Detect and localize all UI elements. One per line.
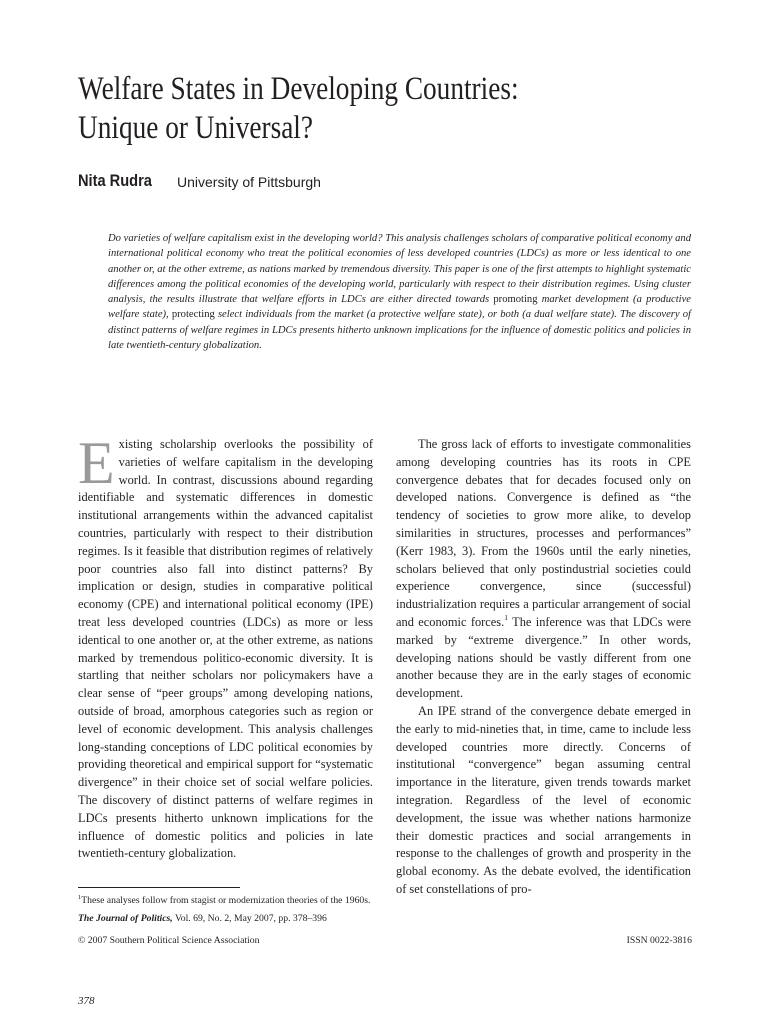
journal-citation bbox=[78, 913, 327, 924]
footnote-divider bbox=[78, 887, 240, 888]
convergence-paragraph-text-a: The gross lack of efforts to investigate commonalities among developing countries has its roots in CPE convergence debates that for decades focused only on developed nations. Convergence is defined as “the tendency of societies to grow more alike, to develop similarities in structures, processes and performances” (Kerr 1983, 3). From the 1960s until the early nineties, scholars believed that only postindustrial societies could experience convergence, since (successful) industrialization requires a particular arrangement of social and economic forces. bbox=[396, 437, 691, 629]
abstract-word-protecting: protecting bbox=[171, 309, 215, 321]
article-title bbox=[78, 70, 599, 148]
body-column-left bbox=[78, 430, 373, 863]
issn-number: ISSN 0022-3816 bbox=[626, 935, 692, 946]
footnote-text: These analyses follow from stagist or modernization theories of the 1960s. bbox=[81, 895, 371, 907]
author-affiliation: University of Pittsburgh bbox=[177, 174, 321, 190]
body-column-right bbox=[396, 436, 691, 899]
abstract-word-promoting: promoting bbox=[493, 294, 538, 306]
footnote bbox=[78, 894, 370, 906]
page-number: 378 bbox=[78, 995, 95, 1007]
drop-cap: E bbox=[78, 430, 115, 496]
abstract bbox=[108, 231, 691, 353]
byline bbox=[78, 171, 321, 191]
footnote-mark: 1 bbox=[78, 894, 82, 901]
title-line-2: Unique or Universal? bbox=[78, 110, 314, 146]
intro-paragraph bbox=[78, 430, 373, 863]
convergence-paragraph bbox=[396, 436, 691, 703]
intro-paragraph-text: xisting scholarship overlooks the possibility of varieties of welfare capitalism in the developing world. In contrast, discussions abound regarding identifiable and systematic differences in domestic institutional arrangements within the advanced capitalist countries, particularly with respect to their distribution regimes. Is it feasible that distribution regimes of relatively poor countries also fall into distinct patterns? By implication or design, studies in comparative political economy (CPE) and international political economy (IPE) treat less developed countries (LDCs) as more or less identical to one another or, at the other extreme, as nations marked by tremendous politico-economic diversity. It is startling that neither scholars nor policymakers have a clear sense of “peer groups” among developing nations, outside of broad, amorphous categories such as region or level of economic development. This analysis challenges long-standing conceptions of LDC political economies by providing theoretical and empirical support for “systematic divergence” in their choice set of social welfare policies. The discovery of distinct patterns of welfare regimes in LDCs presents hitherto unknown implications for the influence of domestic politics and policies in late twentieth-century globalization. bbox=[78, 437, 373, 861]
journal-details: Vol. 69, No. 2, May 2007, pp. 378–396 bbox=[172, 913, 327, 924]
author-name: Nita Rudra bbox=[78, 171, 152, 190]
copyright-notice: © 2007 Southern Political Science Association bbox=[78, 935, 260, 946]
abstract-text-3: select individuals from the market (a protective welfare state), or both (a dual welfare state). The discovery of distinct patterns of welfare regimes in LDCs presents hitherto unknown implications for the influence of domestic politics and policies in late twentieth-century globalization. bbox=[108, 309, 691, 352]
convergence-paragraph-text-b: The inference was that LDCs were marked by “extreme divergence.” In other words, developing nations should be vastly different from one another because they are in the early stages of economic development. bbox=[396, 614, 691, 701]
title-line-1: Welfare States in Developing Countries: bbox=[78, 71, 519, 107]
abstract-text-1: Do varieties of welfare capitalism exist in the developing world? This analysis challenges scholars of comparative political economy and international political economy who treat the political economies of less developed countries (LDCs) as more or less identical to one another or, at the other extreme, as nations marked by tremendous diversity. This paper is one of the first attempts to highlight systematic differences among the political economies of the developing world, particularly with respect to their distribution regimes. Using cluster analysis, the results illustrate that welfare efforts in LDCs are either directed towards bbox=[108, 233, 691, 306]
journal-name: The Journal of Politics, bbox=[78, 913, 173, 924]
footnote-reference[interactable]: 1 bbox=[504, 612, 508, 622]
abstract-text-2: market development (a productive welfare state), bbox=[108, 294, 691, 321]
ipe-paragraph: An IPE strand of the convergence debate emerged in the early to mid-nineties that, in time, came to include less developed countries more directly. Concerns of institutional “convergence” began assuming central importance in the literature, given trends towards market integration. Regardless of the level of economic development, the issue was whether nations harmonize their domestic practices and social arrangements in response to the challenges of growth and prosperity in the global economy. As the debate evolved, the identification of set constellations of pro- bbox=[396, 703, 691, 896]
